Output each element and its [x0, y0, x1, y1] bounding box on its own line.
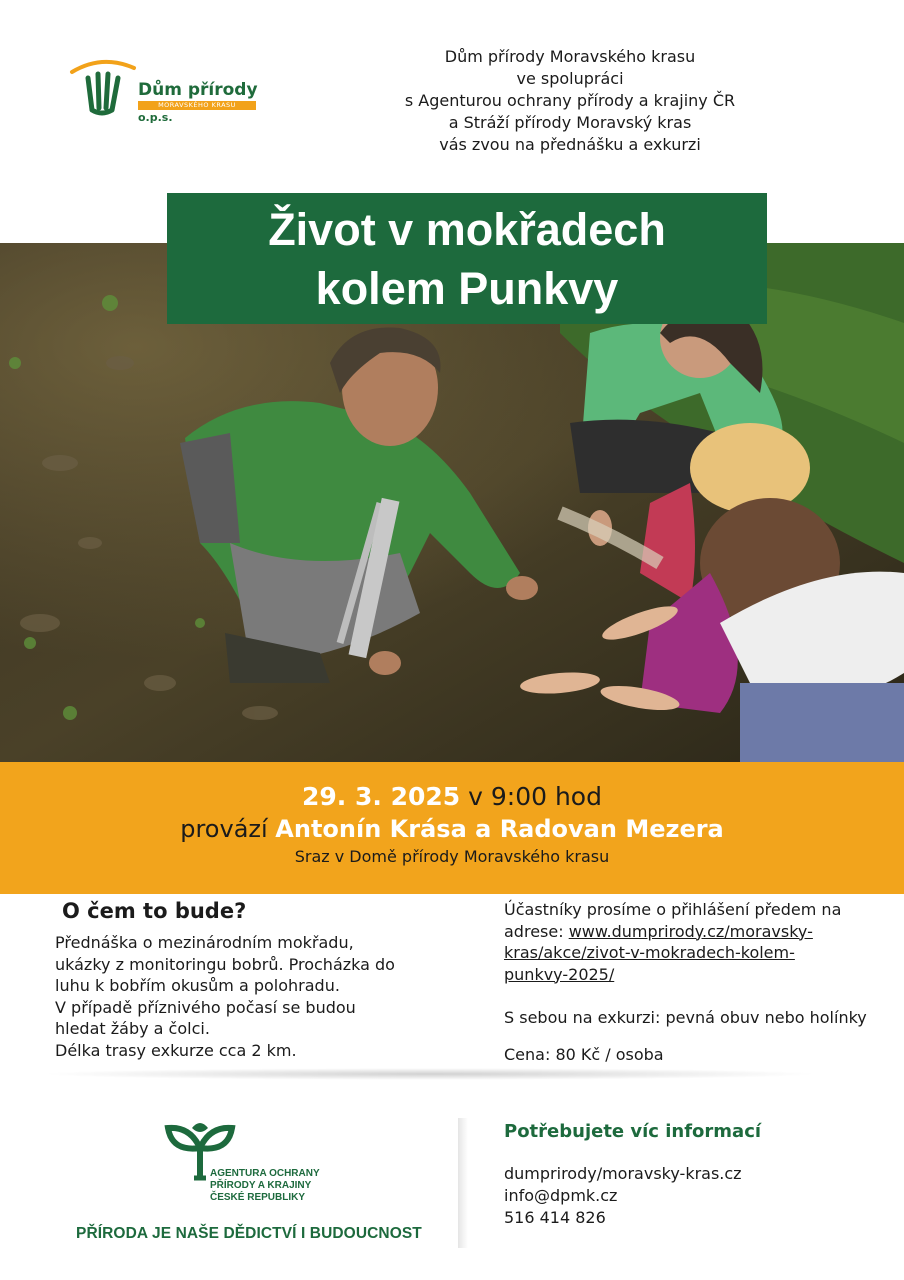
registration-prefix: adrese:	[504, 921, 569, 941]
contact-heading: Potřebujete víc informací	[504, 1121, 762, 1142]
title-line-2: kolem Punkvy	[315, 263, 619, 314]
hand-sun-icon	[68, 58, 138, 118]
guide-names: Antonín Krása a Radovan Mezera	[275, 815, 724, 843]
logo-name: Dům přírody	[138, 80, 258, 100]
date-line	[0, 782, 904, 812]
aopk-motto: PŘÍRODA JE NAŠE DĚDICTVÍ I BUDOUCNOST	[76, 1225, 422, 1242]
aopk-line: PŘÍRODY A KRAJINY	[210, 1180, 312, 1191]
aopk-name	[210, 1168, 320, 1204]
registration-link[interactable]: www.dumprirody.cz/moravsky-	[568, 921, 813, 941]
event-title	[167, 193, 767, 324]
guide-prefix: provází	[180, 815, 276, 843]
contact-info	[504, 1163, 742, 1229]
registration-line: Účastníky prosíme o přihlášení předem na	[504, 900, 842, 919]
aopk-line: ČESKÉ REPUBLIKY	[210, 1192, 306, 1203]
guide-line	[0, 814, 904, 844]
about-text	[55, 932, 425, 1061]
about-line: Délka trasy exkurze cca 2 km.	[55, 1040, 297, 1060]
column-divider	[458, 1118, 468, 1248]
registration-link[interactable]: punkvy-2025/	[504, 964, 615, 984]
registration-info	[504, 899, 884, 1064]
aopk-line: AGENTURA OCHRANY	[210, 1168, 320, 1179]
title-line-1: Život v mokřadech	[268, 204, 666, 255]
registration-link[interactable]: kras/akce/zivot-v-mokradech-kolem-	[504, 943, 795, 962]
meeting-point: Sraz v Domě přírody Moravského krasu	[294, 847, 610, 866]
about-line: luhu k bobřím okusům a polohradu.	[55, 976, 340, 995]
contact-phone[interactable]: 516 414 826	[504, 1208, 606, 1227]
section-divider	[40, 1068, 820, 1080]
intro-text	[380, 46, 760, 156]
about-line: ukázky z monitoringu bobrů. Procházka do	[55, 954, 395, 974]
contact-email[interactable]: info@dpmk.cz	[504, 1186, 618, 1205]
contact-web[interactable]: dumprirody/moravsky-kras.cz	[504, 1164, 742, 1183]
price: Cena: 80 Kč / osoba	[504, 1045, 664, 1064]
event-time: v 9:00 hod	[460, 782, 602, 811]
intro-line: a Stráží přírody Moravský kras	[448, 113, 692, 132]
about-line: V případě příznivého počasí se budou	[55, 997, 356, 1017]
about-line: Přednáška o mezinárodním mokřadu,	[55, 933, 354, 952]
about-heading: O čem to bude?	[62, 899, 247, 923]
event-details-band	[0, 762, 904, 894]
gear-note: S sebou na exkurzi: pevná obuv nebo holínky	[504, 1008, 867, 1027]
dum-prirody-logo	[68, 58, 268, 130]
intro-line: s Agenturou ochrany přírody a krajiny ČR	[404, 91, 736, 110]
aopk-logo	[160, 1118, 400, 1218]
event-date: 29. 3. 2025	[302, 782, 461, 811]
intro-line: ve spolupráci	[516, 69, 624, 88]
intro-line: vás zvou na přednášku a exkurzi	[439, 135, 701, 154]
logo-legal: o.p.s.	[138, 111, 173, 124]
about-line: hledat žáby a čolci.	[55, 1019, 210, 1038]
intro-line: Dům přírody Moravského krasu	[444, 47, 696, 66]
logo-subline: MORAVSKÉHO KRASU	[138, 101, 256, 110]
